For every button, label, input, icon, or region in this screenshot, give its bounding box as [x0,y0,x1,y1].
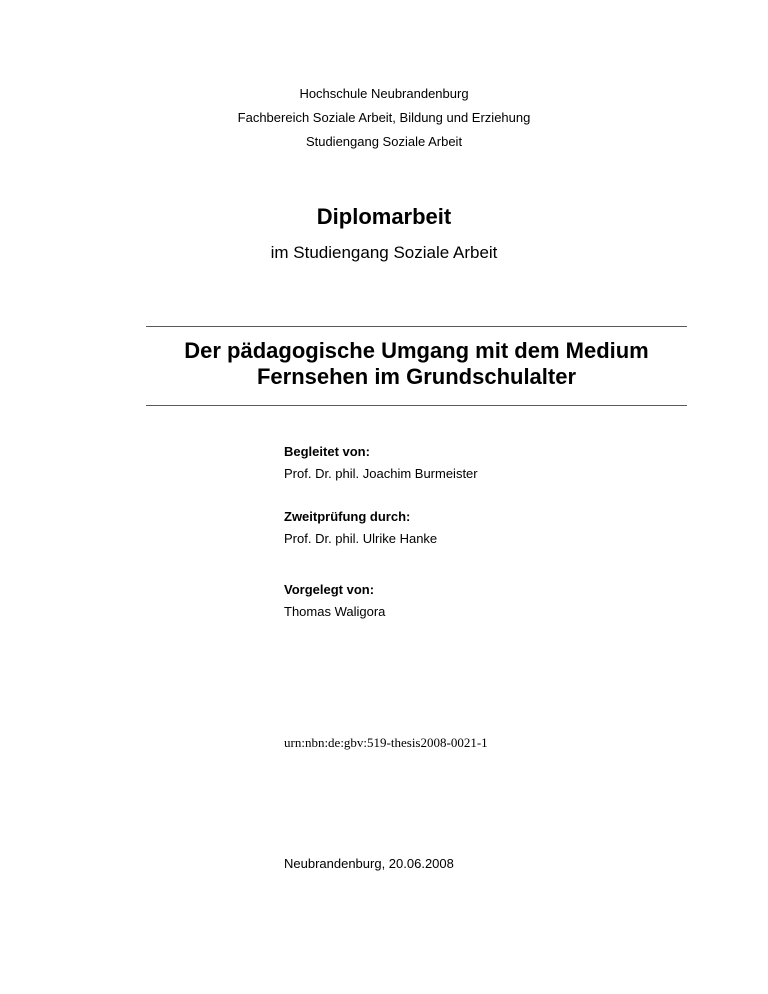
supervisor-name: Prof. Dr. phil. Joachim Burmeister [284,466,478,481]
title-divider-top [146,326,687,327]
author-label: Vorgelegt von: [284,582,375,597]
urn-identifier: urn:nbn:de:gbv:519-thesis2008-0021-1 [284,735,488,750]
program-name: Studiengang Soziale Arbeit [305,134,463,149]
second-reviewer-name: Prof. Dr. phil. Ulrike Hanke [284,531,438,546]
title-divider-bottom [146,405,687,406]
university-name: Hochschule Neubrandenburg [299,86,469,101]
supervisor-label: Begleitet von: [284,444,370,459]
department-name: Fachbereich Soziale Arbeit, Bildung und Erziehung [237,110,531,125]
thesis-title-line-2: Fernsehen im Grundschulalter [256,364,577,389]
document-subtype: im Studiengang Soziale Arbeit [270,243,498,262]
second-reviewer-label: Zweitprüfung durch: [284,509,411,524]
thesis-title-line-1: Der pädagogische Umgang mit dem Medium [184,338,649,363]
document-type: Diplomarbeit [316,204,452,229]
author-name: Thomas Waligora [284,604,386,619]
thesis-title [146,338,687,390]
place-and-date: Neubrandenburg, 20.06.2008 [284,856,454,871]
